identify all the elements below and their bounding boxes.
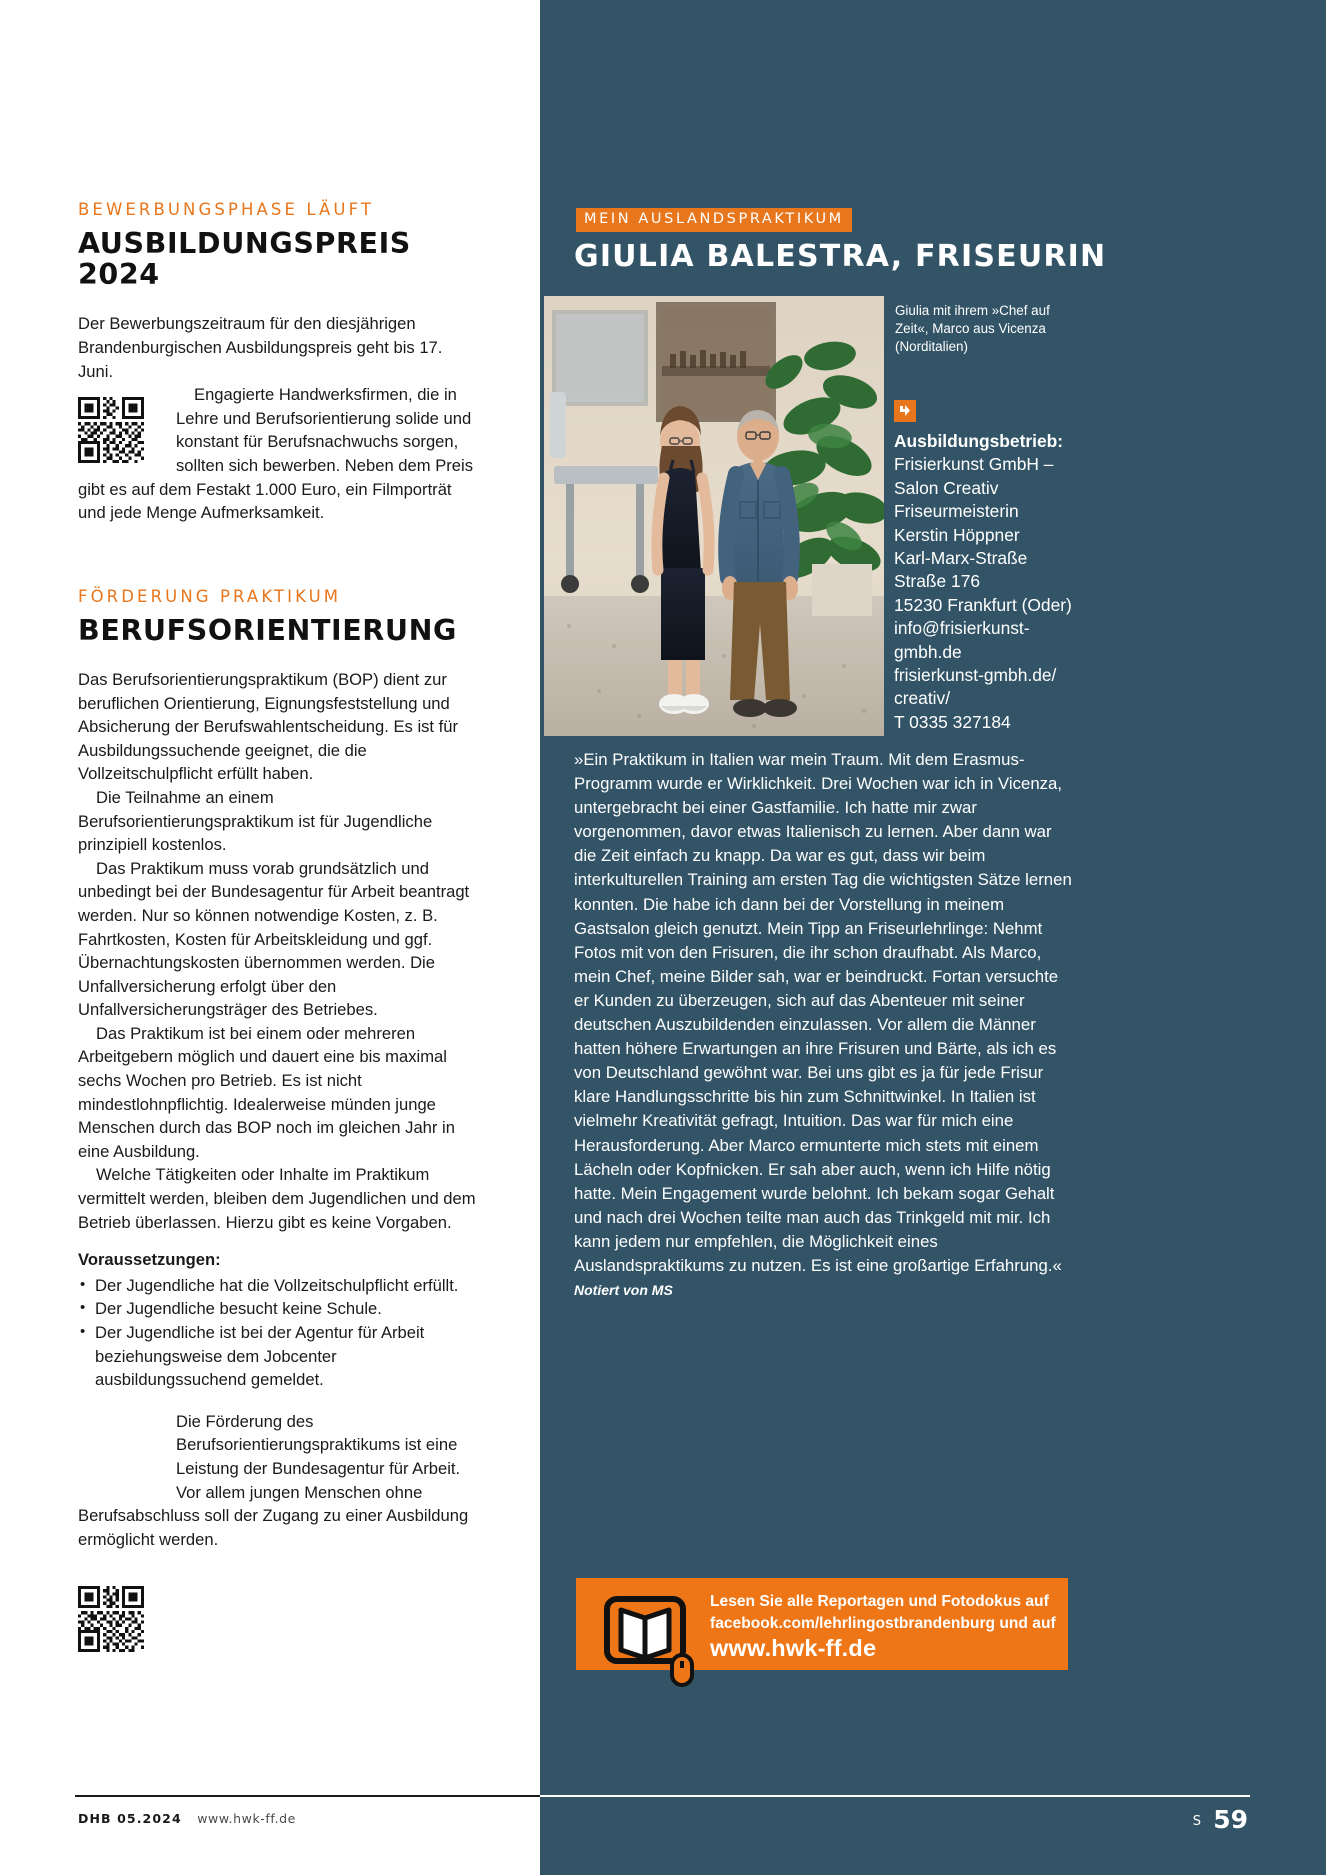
company-line: Friseurmeisterin <box>894 501 1019 522</box>
company-email-line[interactable]: gmbh.de <box>894 641 962 662</box>
article-ausbildungspreis <box>78 200 478 525</box>
company-line: Frisierkunst GmbH – <box>894 454 1054 475</box>
article-2-paragraph-1: Das Berufsorientierungspraktikum (BOP) dient zur beruflichen Orientierung, Eignungsfeststellung und Absicherung der Berufswahlentscheidung. Es ist für Ausbildungssuchende geeignet, die die Vollzeitschulpflicht erfüllt haben. <box>78 669 459 784</box>
feature-headline: GIULIA BALESTRA, FRISEURIN <box>574 239 1107 274</box>
footer-page-number: 59 <box>1213 1805 1248 1834</box>
article-2-body <box>78 668 478 1551</box>
article-berufsorientierung <box>78 587 478 1552</box>
feature-photo <box>544 296 884 736</box>
requirements-list <box>78 1274 478 1392</box>
requirements-title: Voraussetzungen: <box>78 1250 221 1270</box>
company-line: 15230 Frankfurt (Oder) <box>894 594 1072 615</box>
quote-signature: Notiert von MS <box>574 1282 673 1299</box>
cta-line-1: Lesen Sie alle Reportagen und Fotodokus auf <box>710 1593 1049 1610</box>
article-2-headline: BERUFSORIENTIERUNG <box>78 613 458 647</box>
quote-text: »Ein Praktikum in Italien war mein Traum. Mit dem Erasmus-Programm wurde er Wirklichkeit. Drei Wochen war ich in Vicenza, untergebracht bei einer Gastfamilie. Ich hatte mir zwar vorgenommen, davor etwas Italienisch zu lernen. Aber dann war die Zeit einfach zu knapp. Da war es gut, dass wir beim interkulturellen Training am ersten Tag die wichtigsten Sätze lernen konnten. Die habe ich dann bei der Vorstellung in meinem Gastsalon gleich genutzt. Mein Tipp an Friseurlehrlinge: Nehmt Fotos mit von den Frisuren, die ihr schon draufhabt. Als Marco, mein Chef, meine Bilder sah, war er beindruckt. Fortan versuchte er Kunden zu überzeugen, sich auf das Abenteuer mit seiner deutschen Auszubildenden einzulassen. Vor allem die Männer hatten höhere Erwartungen an ihre Frisuren und Bärte, als ich es von Deutschland gewöhnt war. Bei uns gibt es ja für jede Frisur klare Handlungsschritte bis hin zum Schnittwinkel. In Italien ist vielmehr Kreativität gefragt, Intuition. Das war für mich eine Herausforderung. Aber Marco ermunterte mich stets mit einem Lächeln oder Kopfnicken. Er sah aber auch, wenn ich Hilfe nötig hatte. Mein Engagement wurde belohnt. Ich bekam sogar Gehalt und nach drei Wochen teilte man auch das Trinkgeld mit mir. Ich kann jedem nur empfehlen, die Möglichkeit eines Auslandspraktikums zu nutzen. Es ist eine großartige Erfahrung.« <box>574 750 1072 1275</box>
footer-url: www.hwk-ff.de <box>197 1811 296 1826</box>
company-line: Salon Creativ <box>894 477 999 498</box>
company-address-block <box>894 430 1094 734</box>
qr-wrap-spacer-2 <box>78 1413 162 1487</box>
article-2-paragraph-3: Das Praktikum muss vorab grundsätzlich und unbedingt bei der Bundesagentur für Arbeit beantragt werden. Nur so können notwendige Kosten, z. B. Fahrtkosten, Kosten für Arbeitskleidung und ggf. Übernachtungskosten übernommen werden. Die Unfallversicherung erfolgt über den Unfallversicherungsträger des Betriebes. <box>78 858 470 1020</box>
article-2-paragraph-6: Die Förderung des Berufsorientierungspraktikums ist eine Leistung der Bundesagentur für Arbeit. Vor allem jungen Menschen ohne Berufsabschluss soll der Zugang zu einer Ausbildung ermöglicht werden. <box>78 1411 469 1549</box>
article-2-paragraph-4: Das Praktikum ist bei einem oder mehreren Arbeitgebern möglich und dauert eine bis maximal sechs Wochen pro Betrieb. Es ist nicht mindestlohnpflichtig. Idealerweise münden junge Menschen durch das BOP noch im gleichen Jahr in eine Ausbildung. <box>78 1023 455 1161</box>
footer-issue-block <box>78 1811 296 1826</box>
company-web-line[interactable]: frisierkunst-gmbh.de/ <box>894 665 1057 686</box>
requirement-item: • Der Jugendliche ist bei der Agentur für Arbeit beziehungsweise dem Jobcenter ausbildungssuchend gemeldet. <box>78 1321 478 1392</box>
company-line: Kerstin Höppner <box>894 524 1020 545</box>
photo-caption: Giulia mit ihrem »Chef auf Zeit«, Marco aus Vicenza (Norditalien) <box>895 303 1050 355</box>
article-2-paragraph-5: Welche Tätigkeiten oder Inhalte im Praktikum vermittelt werden, bleiben dem Jugendlichen und dem Betrieb überlassen. Hierzu gibt es keine Vorgaben. <box>78 1165 476 1232</box>
footer-divider-right <box>540 1795 1250 1797</box>
article-1-paragraph-2: Engagierte Handwerksfirmen, die in Lehre und Berufsorientierung solide und konstant für Berufsnachwuchs sorgen, sollten sich bewerben. Neben dem Preis gibt es auf dem Festakt 1.000 Euro, ein Filmporträt und jede Menge Aufmerksamkeit. <box>78 385 474 523</box>
company-label: Ausbildungsbetrieb: <box>894 431 1064 451</box>
footer-page-block <box>1193 1805 1248 1834</box>
spacer <box>78 1392 478 1410</box>
article-2-kicker: FÖRDERUNG PRAKTIKUM <box>78 586 342 606</box>
feature-kicker: MEIN AUSLANDSPRAKTIKUM <box>576 208 852 232</box>
qr-code-ausbildungspreis[interactable] <box>78 397 144 463</box>
article-1-paragraph-1: Der Bewerbungszeitraum für den diesjährigen Brandenburgischen Ausbildungspreis geht bis 17. Juni. <box>78 314 443 381</box>
footer-section-letter: S <box>1192 1814 1203 1829</box>
cta-line-2: facebook.com/lehrlingostbrandenburg und auf <box>710 1614 1056 1632</box>
article-1-headline: AUSBILDUNGSPREIS 2024 <box>78 226 411 292</box>
company-web-line[interactable]: creativ/ <box>894 688 951 709</box>
company-phone-line: T 0335 327184 <box>894 711 1011 732</box>
qr-code-berufsorientierung[interactable] <box>78 1586 144 1652</box>
cta-url[interactable]: www.hwk-ff.de <box>710 1635 877 1661</box>
footer-issue: DHB 05.2024 <box>78 1811 182 1826</box>
photo-credit: Foto: © privat <box>525 241 535 300</box>
interview-quote <box>574 748 1074 1302</box>
company-email-line[interactable]: info@frisierkunst- <box>894 618 1030 639</box>
arrow-down-right-icon <box>894 400 916 422</box>
article-2-paragraph-2: Die Teilnahme an einem Berufsorientierungspraktikum ist für Jugendliche prinzipiell kostenlos. <box>78 787 433 855</box>
company-line: Straße 176 <box>894 571 981 592</box>
company-line: Karl-Marx-Straße <box>894 548 1028 569</box>
cta-text-block <box>710 1591 1060 1660</box>
article-1-kicker: BEWERBUNGSPHASE LÄUFT <box>78 200 375 219</box>
requirement-item: • Der Jugendliche hat die Vollzeitschulpflicht erfüllt. <box>78 1274 478 1298</box>
requirement-item: • Der Jugendliche besucht keine Schule. <box>78 1297 478 1321</box>
computer-mouse-icon <box>669 1652 695 1688</box>
